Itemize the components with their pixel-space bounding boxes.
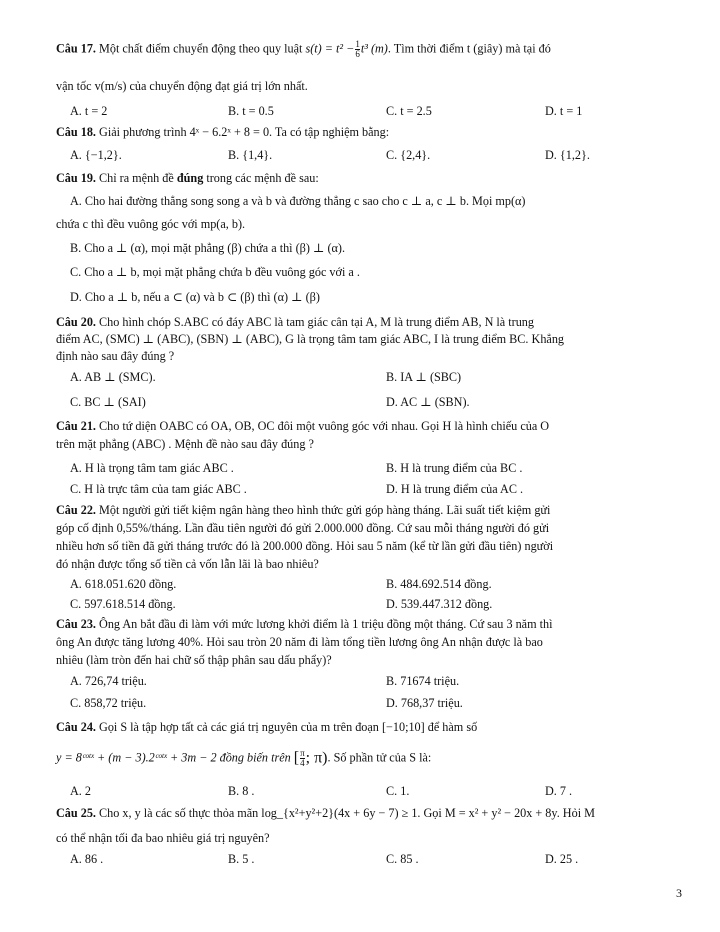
q23-option-b[interactable]: B. 71674 triệu. bbox=[386, 674, 460, 688]
page-number: 3 bbox=[676, 886, 682, 900]
q17-option-c[interactable]: C. t = 2.5 bbox=[386, 104, 432, 118]
q25-line2: có thể nhận tối đa bao nhiêu giá trị nguyên? bbox=[56, 831, 270, 845]
q22-option-a[interactable]: A. 618.051.620 đồng. bbox=[70, 577, 177, 591]
q20-option-b[interactable]: B. IA ⊥ (SBC) bbox=[386, 370, 462, 384]
q19-option-b[interactable]: B. Cho a ⊥ (α), mọi mặt phẳng (β) chứa a thì (β) ⊥ (α). bbox=[70, 241, 346, 255]
q20-label: Câu 20. bbox=[56, 315, 96, 329]
q22-line1: Câu 22. Một người gửi tiết kiệm ngân hàng theo hình thức gửi góp hàng tháng. Lãi suất tiết kiệm gửi bbox=[56, 503, 551, 517]
q17-option-b[interactable]: B. t = 0.5 bbox=[228, 104, 274, 118]
q19-line1: Câu 19. Chỉ ra mệnh đề đúng trong các mệnh đề sau: bbox=[56, 171, 319, 185]
q22-label: Câu 22. bbox=[56, 503, 96, 517]
q22-option-c[interactable]: C. 597.618.514 đồng. bbox=[70, 597, 176, 611]
q23-option-d[interactable]: D. 768,37 triệu. bbox=[386, 696, 463, 710]
q23-label: Câu 23. bbox=[56, 617, 96, 631]
q23-option-a[interactable]: A. 726,74 triệu. bbox=[70, 674, 147, 688]
q17-line1: Câu 17. Một chất điểm chuyển động theo quy luật s(t) = t² − $\frac{1}{6}$ t³ (m). Tìm thời điểm t (giây) mà tại đó bbox=[56, 39, 551, 59]
q25-option-c[interactable]: C. 85 . bbox=[386, 852, 419, 866]
q21-option-b[interactable]: B. H là trung điểm của BC . bbox=[386, 461, 523, 475]
q18-option-a[interactable]: A. {−1,2}. bbox=[70, 148, 122, 162]
q23-option-c[interactable]: C. 858,72 triệu. bbox=[70, 696, 147, 710]
q20-option-d[interactable]: D. AC ⊥ (SBN). bbox=[386, 395, 470, 409]
q18-option-d[interactable]: D. {1,2}. bbox=[545, 148, 590, 162]
q24-fraction: $\frac{\pi}{4}$ bbox=[300, 748, 305, 768]
q20-line2: điểm AC, (SMC) ⊥ (ABC), (SBN) ⊥ (ABC), G là trọng tâm tam giác ABC, I là trung điểm BC. Khẳng bbox=[56, 332, 565, 346]
q18-option-b[interactable]: B. {1,4}. bbox=[228, 148, 273, 162]
q25-label: Câu 25. bbox=[56, 806, 96, 820]
q19-option-a[interactable]: A. Cho hai đường thẳng song song a và b và đường thẳng c sao cho c ⊥ a, c ⊥ b. Mọi mp(α) bbox=[70, 194, 526, 208]
q24-option-b[interactable]: B. 8 . bbox=[228, 784, 255, 798]
q22-line4: đó nhận được tổng số tiền cả vốn lẫn lãi là bao nhiêu? bbox=[56, 557, 319, 571]
q17-fraction: $\frac{1}{6}$ bbox=[355, 39, 360, 59]
q19-label: Câu 19. bbox=[56, 171, 96, 185]
q25-option-b[interactable]: B. 5 . bbox=[228, 852, 255, 866]
q21-line1: Câu 21. Cho tứ diện OABC có OA, OB, OC đôi một vuông góc với nhau. Gọi H là hình chiếu của O bbox=[56, 419, 550, 433]
q21-label: Câu 21. bbox=[56, 419, 96, 433]
q20-line3: định nào sau đây đúng ? bbox=[56, 349, 175, 363]
q24-option-a[interactable]: A. 2 bbox=[70, 784, 91, 798]
q17-option-d[interactable]: D. t = 1 bbox=[545, 104, 583, 118]
q17-label: Câu 17. bbox=[56, 41, 96, 56]
q20-line1: Câu 20. Cho hình chóp S.ABC có đáy ABC là tam giác cân tại A, M là trung điểm AB, N là trung bbox=[56, 315, 534, 329]
q20-option-a[interactable]: A. AB ⊥ (SMC). bbox=[70, 370, 156, 384]
q25-line1: Câu 25. Cho x, y là các số thực thỏa mãn log_{x²+y²+2}(4x + 6y − 7) ≥ 1. Gọi M = x² + y² − 20x + 8y. Hỏi M bbox=[56, 806, 595, 820]
q19-option-d[interactable]: D. Cho a ⊥ b, nếu a ⊂ (α) và b ⊂ (β) thì (α) ⊥ (β) bbox=[70, 290, 320, 304]
q21-option-d[interactable]: D. H là trung điểm của AC . bbox=[386, 482, 524, 496]
q19-option-c[interactable]: C. Cho a ⊥ b, mọi mặt phẳng chứa b đều vuông góc với a . bbox=[70, 265, 360, 279]
q22-line2: góp cố định 0,55%/tháng. Lần đầu tiên người đó gửi 2.000.000 đồng. Cứ sau mỗi tháng người đó gửi bbox=[56, 521, 550, 535]
q25-option-a[interactable]: A. 86 . bbox=[70, 852, 104, 866]
q24-line1: Câu 24. Gọi S là tập hợp tất cả các giá trị nguyên của m trên đoạn [−10;10] để hàm số bbox=[56, 720, 478, 734]
q24-label: Câu 24. bbox=[56, 720, 96, 734]
q18-option-c[interactable]: C. {2,4}. bbox=[386, 148, 431, 162]
q21-option-a[interactable]: A. H là trọng tâm tam giác ABC . bbox=[70, 461, 234, 475]
q20-option-c[interactable]: C. BC ⊥ (SAI) bbox=[70, 395, 146, 409]
q22-option-d[interactable]: D. 539.447.312 đồng. bbox=[386, 597, 493, 611]
q24-option-c[interactable]: C. 1. bbox=[386, 784, 410, 798]
q23-line2: ông An được tăng lương 40%. Hỏi sau tròn 20 năm đi làm tổng tiền lương ông An nhận được là bao bbox=[56, 635, 543, 649]
q21-line2: trên mặt phẳng (ABC) . Mệnh đề nào sau đây đúng ? bbox=[56, 437, 314, 451]
q24-line2: y = 8ᶜᵒᵗˣ + (m − 3).2ᶜᵒᵗˣ + 3m − 2 đồng biến trên [ $\frac{\pi}{4}$ ; π). Số phần tử của S là: bbox=[56, 748, 432, 768]
q25-option-d[interactable]: D. 25 . bbox=[545, 852, 579, 866]
q23-line1: Câu 23. Ông An bắt đầu đi làm với mức lương khởi điểm là 1 triệu đồng một tháng. Cứ sau 3 năm thì bbox=[56, 617, 553, 631]
q24-option-d[interactable]: D. 7 . bbox=[545, 784, 573, 798]
q19-option-a-cont: chứa c thì đều vuông góc với mp(a, b). bbox=[56, 217, 246, 231]
q17-option-a[interactable]: A. t = 2 bbox=[70, 104, 108, 118]
q17-line2: vận tốc v(m/s) của chuyển động đạt giá trị lớn nhất. bbox=[56, 79, 308, 93]
q22-line3: nhiều hơn số tiền đã gửi tháng trước đó là 200.000 đồng. Hỏi sau 5 năm (kể từ lần gửi đầu tiên) người bbox=[56, 539, 554, 553]
q23-line3: nhiêu (làm tròn đến hai chữ số thập phân sau dấu phẩy)? bbox=[56, 653, 332, 667]
q22-option-b[interactable]: B. 484.692.514 đồng. bbox=[386, 577, 492, 591]
q18-line1: Câu 18. Giải phương trình 4ˣ − 6.2ˣ + 8 = 0. Ta có tập nghiệm bằng: bbox=[56, 125, 390, 139]
q18-label: Câu 18. bbox=[56, 125, 96, 139]
q21-option-c[interactable]: C. H là trực tâm của tam giác ABC . bbox=[70, 482, 247, 496]
